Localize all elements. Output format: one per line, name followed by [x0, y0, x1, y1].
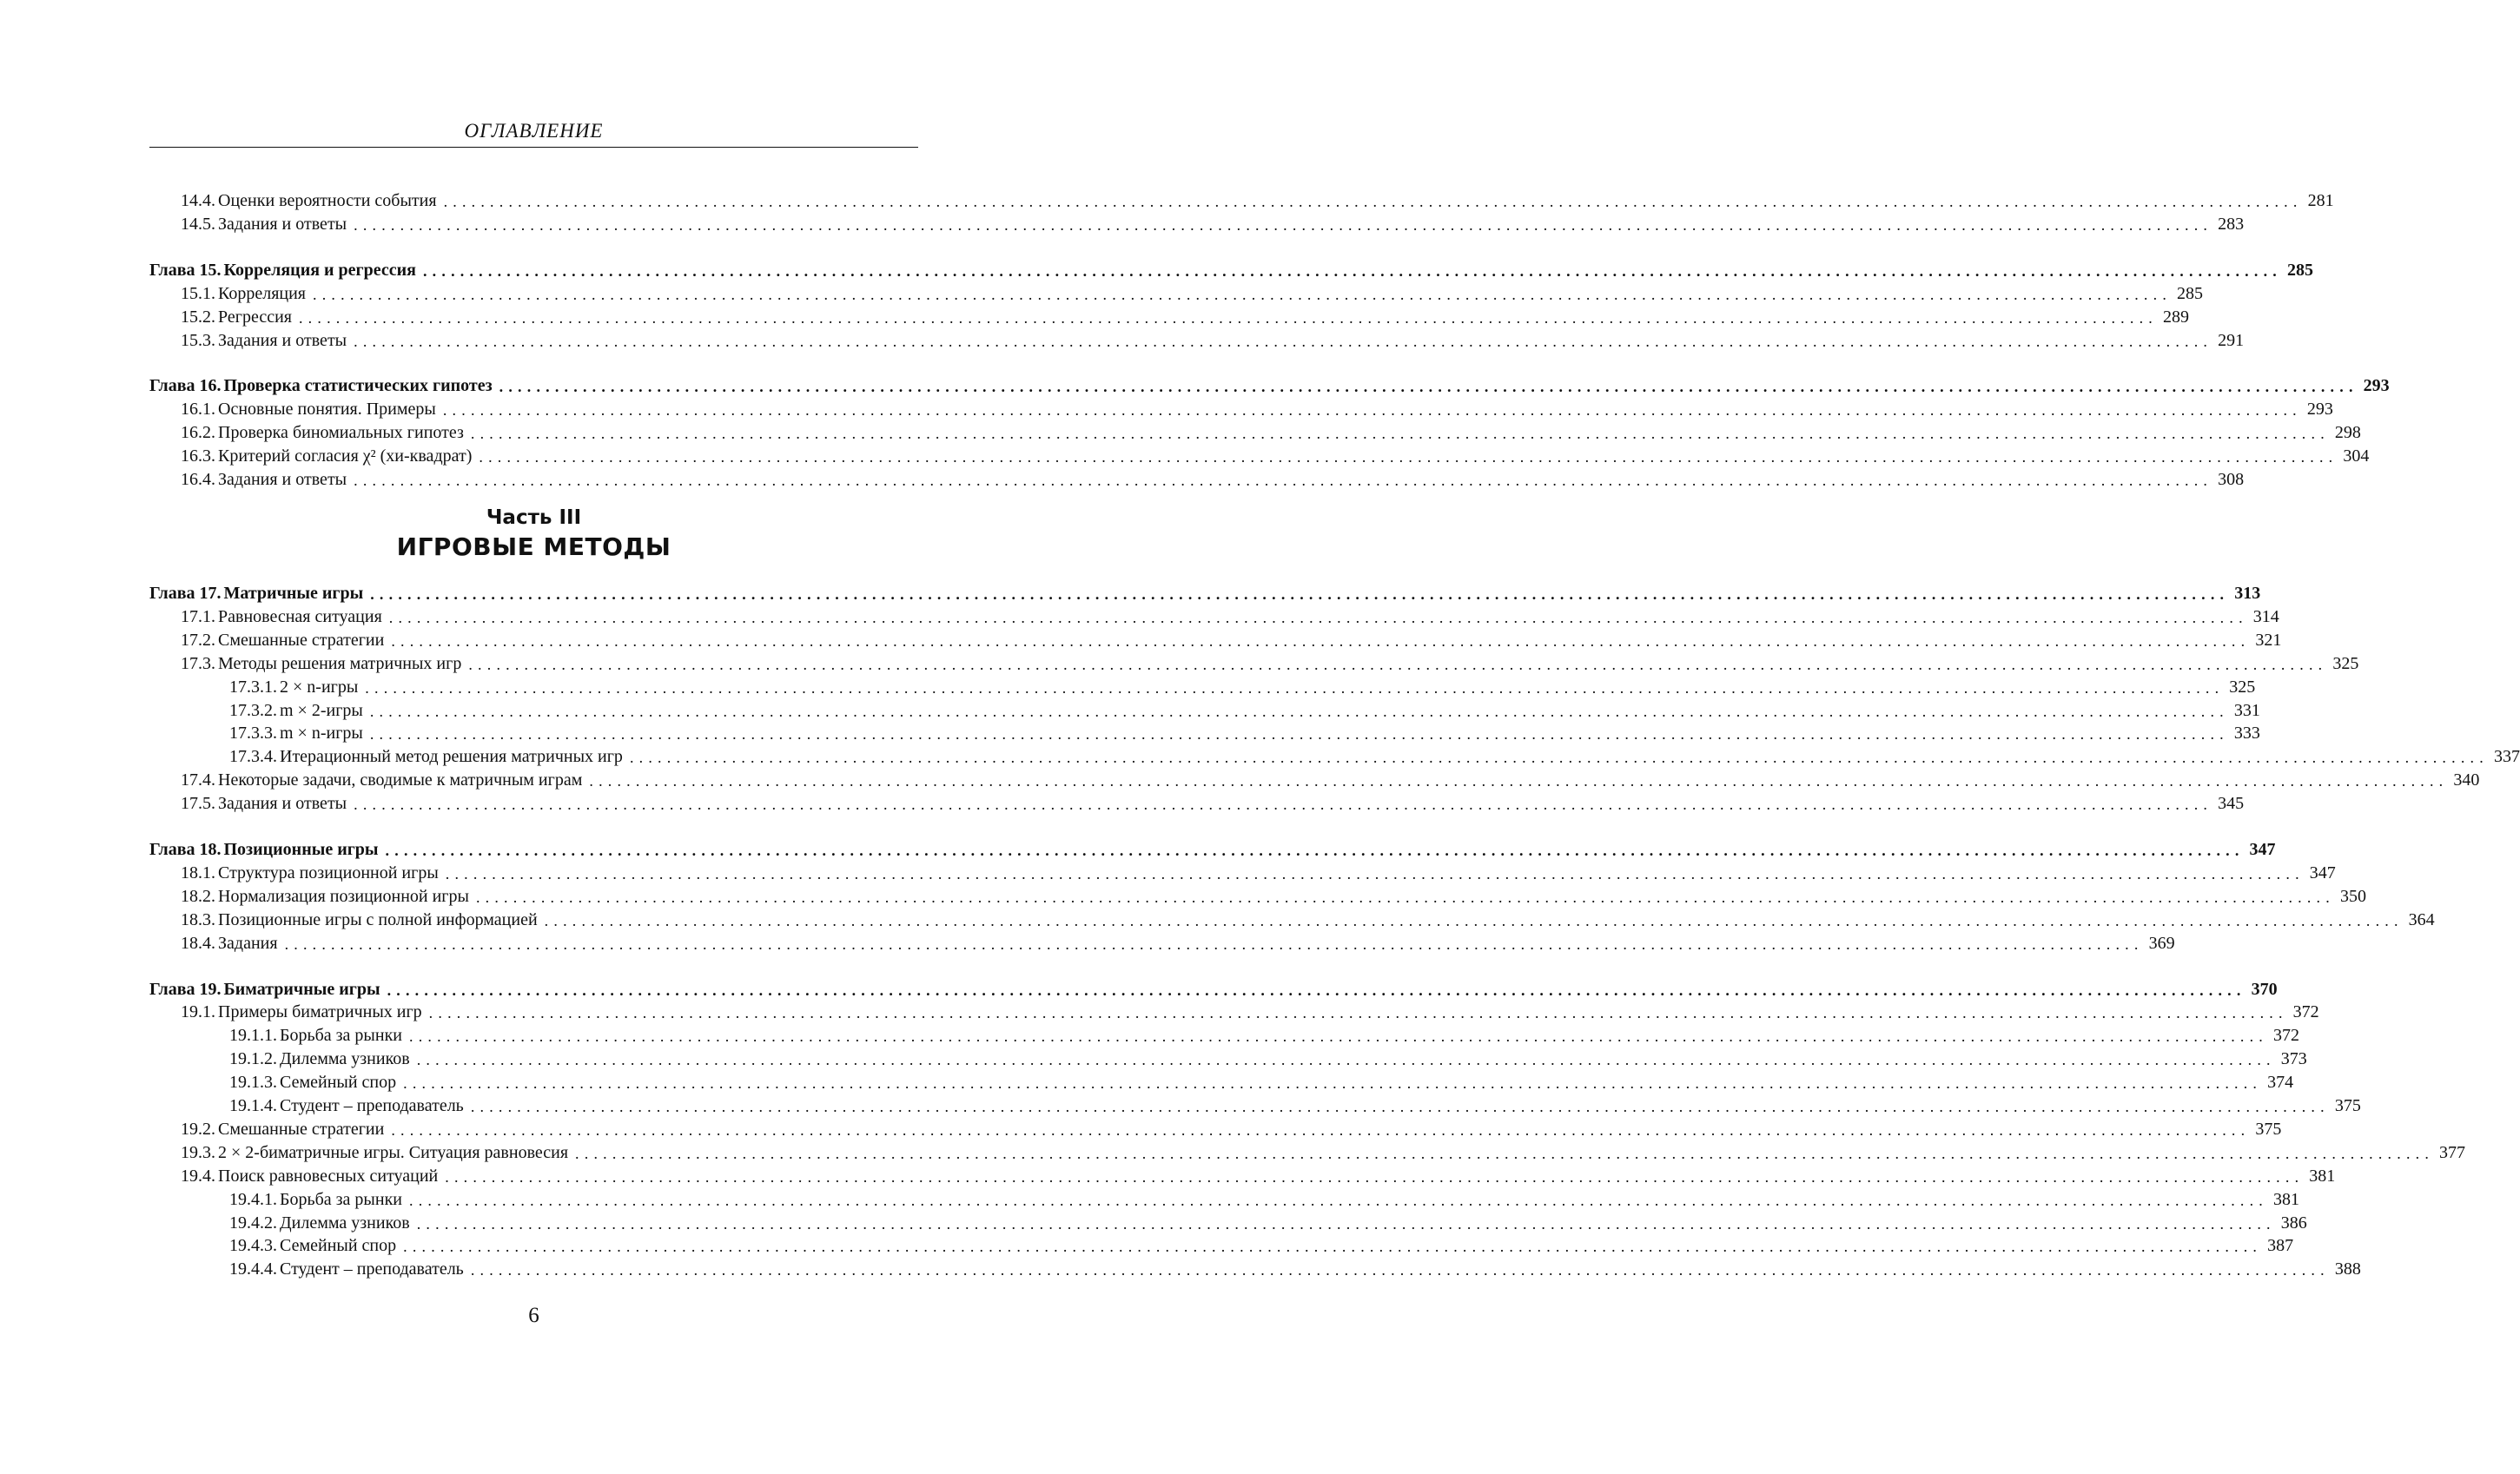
toc-entry-page: 386	[2280, 1213, 2307, 1233]
toc-entry-page: 347	[2309, 863, 2336, 882]
toc-entry-page: 370	[2251, 979, 2278, 999]
dot-leader: ........................................................................................................................................................................................................	[409, 1028, 2268, 1046]
toc-entry	[149, 188, 2334, 211]
toc-entry	[149, 1233, 2294, 1256]
dot-leader: ........................................................................................................................................................................................................	[416, 1214, 2276, 1233]
toc-entry-number: 19.4.3.	[229, 1236, 277, 1256]
toc-entry-number: 19.4.1.	[229, 1189, 277, 1209]
dot-leader: ........................................................................................................................................................................................................	[475, 888, 2335, 906]
toc-chapter-entry	[149, 836, 2276, 860]
toc-entry-number: 19.1.1.	[229, 1026, 277, 1046]
toc-entry-number: 14.5.	[181, 214, 215, 234]
toc-entry-number: 17.5.	[181, 794, 215, 814]
toc-entry-page: 350	[2339, 886, 2366, 906]
toc-entry-title: Равновесная ситуация	[218, 606, 382, 626]
toc-entry-number: 15.3.	[181, 330, 215, 350]
dot-leader: ........................................................................................................................................................................................................	[284, 935, 2144, 953]
toc-entry-title: Матричные игры	[223, 584, 364, 603]
toc-entry-page: 283	[2218, 214, 2245, 234]
dot-leader: ........................................................................................................................................................................................................	[416, 1051, 2276, 1069]
toc-entry-page: 369	[2148, 933, 2175, 953]
dot-leader: ........................................................................................................................................................................................................	[298, 308, 2158, 327]
toc-chapter-entry	[149, 257, 2313, 281]
toc-entry	[149, 930, 2175, 954]
toc-entry-number: 18.2.	[181, 886, 215, 906]
dot-leader: ........................................................................................................................................................................................................	[369, 702, 2229, 720]
toc-entry-title: Проверка биномиальных гипотез	[218, 423, 464, 443]
toc-entry-number: 16.2.	[181, 423, 215, 443]
toc-chapter-entry	[149, 580, 2261, 604]
toc-entry-title: Корреляция	[218, 283, 307, 303]
toc-entry	[149, 443, 2370, 466]
toc-chapter-entry	[149, 976, 2278, 1000]
toc-entry	[149, 420, 2361, 443]
dot-leader: ........................................................................................................................................................................................................	[354, 332, 2213, 350]
toc-entry-number: Глава 17.	[149, 584, 222, 603]
dot-leader: ........................................................................................................................................................................................................	[470, 1098, 2330, 1115]
toc-entry-page: 293	[2306, 400, 2333, 420]
toc-entry-page: 374	[2267, 1073, 2294, 1093]
toc-entry-page: 364	[2408, 909, 2435, 929]
toc-entry-title: Задания	[218, 933, 278, 953]
toc-entry	[149, 1186, 2299, 1210]
toc-entry-number: 15.2.	[181, 307, 215, 327]
dot-leader: ........................................................................................................................................................................................................	[391, 1120, 2251, 1139]
toc-entry-number: 15.1.	[181, 283, 215, 303]
toc-entry-page: 313	[2234, 584, 2261, 603]
toc-entry-number: 17.3.2.	[229, 700, 277, 720]
toc-entry-title: Борьба за рынки	[280, 1026, 402, 1046]
toc-entry-title: Методы решения матричных игр	[218, 653, 462, 673]
toc-entry-title: Семейный спор	[280, 1073, 397, 1093]
toc-entry-number: 18.3.	[181, 909, 215, 929]
toc-chapter-entry	[149, 373, 2390, 396]
toc-entry-page: 381	[2309, 1166, 2336, 1186]
dot-leader: ........................................................................................................................................................................................................	[629, 749, 2489, 767]
toc-entry-page: 347	[2249, 840, 2276, 859]
dot-leader: ........................................................................................................................................................................................................	[370, 585, 2230, 603]
toc-entry-page: 340	[2453, 770, 2480, 790]
toc-entry	[149, 1069, 2294, 1093]
toc-entry	[149, 651, 2359, 674]
dot-leader: ........................................................................................................................................................................................................	[365, 678, 2225, 697]
toc-entry-number: 19.1.3.	[229, 1073, 277, 1093]
dot-leader: ........................................................................................................................................................................................................	[499, 378, 2358, 396]
toc-entry-page: 281	[2307, 191, 2334, 210]
toc-entry-title: Некоторые задачи, сводимые к матричным играм	[218, 770, 583, 790]
toc-entry	[149, 1140, 2466, 1163]
toc-entry-number: 18.1.	[181, 863, 215, 882]
toc-entry-title: Критерий согласия χ² (хи-квадрат)	[218, 446, 473, 466]
toc-entry-number: 18.4.	[181, 933, 215, 953]
toc-entry-title: Структура позиционной игры	[218, 863, 439, 882]
toc-entry-title: 2 × n-игры	[280, 677, 359, 697]
dot-leader: ........................................................................................................................................................................................................	[388, 608, 2248, 626]
toc-entry	[149, 860, 2336, 883]
toc-entry-page: 345	[2218, 794, 2245, 814]
toc-entry-title: 2 × 2-биматричные игры. Ситуация равновесия	[218, 1142, 569, 1162]
dot-leader: ........................................................................................................................................................................................................	[403, 1074, 2263, 1093]
toc-entry	[149, 907, 2435, 930]
toc-entry-title: Позиционные игры с полной информацией	[218, 909, 538, 929]
toc-entry	[149, 790, 2245, 814]
toc-entry	[149, 744, 2520, 767]
toc-entry-number: 16.3.	[181, 446, 215, 466]
toc-entry-title: Биматричные игры	[223, 979, 380, 999]
toc-entry	[149, 720, 2260, 744]
dot-leader: ........................................................................................................................................................................................................	[422, 261, 2282, 280]
toc-entry-number: Глава 16.	[149, 376, 222, 396]
toc-entry-number: 17.1.	[181, 606, 215, 626]
toc-entry-number: Глава 15.	[149, 260, 222, 280]
toc-entry	[149, 1116, 2282, 1140]
toc-entry-page: 375	[2334, 1096, 2361, 1115]
dot-leader: ........................................................................................................................................................................................................	[387, 981, 2246, 999]
toc-entry-title: Проверка статистических гипотез	[223, 376, 493, 396]
toc-entry-number: 19.4.	[181, 1166, 215, 1186]
toc-entry-title: Семейный спор	[280, 1236, 397, 1256]
dot-leader: ........................................................................................................................................................................................................	[428, 1004, 2288, 1022]
dot-leader: ........................................................................................................................................................................................................	[442, 401, 2302, 420]
toc-entry-number: 19.1.2.	[229, 1049, 277, 1069]
toc-entry-number: 19.4.4.	[229, 1259, 277, 1279]
part-label: Часть III	[486, 506, 582, 529]
toc-entry-title: Дилемма узников	[280, 1049, 410, 1069]
dot-leader: ........................................................................................................................................................................................................	[445, 1167, 2305, 1186]
toc-entry-page: 291	[2218, 330, 2245, 350]
toc-entry-title: m × n-игры	[280, 724, 363, 744]
toc-entry-number: 17.4.	[181, 770, 215, 790]
toc-entry	[149, 883, 2366, 907]
toc-entry-number: 19.1.4.	[229, 1096, 277, 1115]
dot-leader: ........................................................................................................................................................................................................	[544, 911, 2404, 929]
dot-leader: ........................................................................................................................................................................................................	[445, 864, 2305, 882]
dot-leader: ........................................................................................................................................................................................................	[479, 448, 2338, 466]
toc-entry-title: Студент – преподаватель	[280, 1096, 464, 1115]
toc-entry-title: Корреляция и регрессия	[223, 260, 416, 280]
toc-entry-number: 17.3.4.	[229, 747, 277, 767]
toc-entry-title: Задания и ответы	[218, 330, 347, 350]
toc-entry-title: Регрессия	[218, 307, 292, 327]
toc-entry-title: m × 2-игры	[280, 700, 363, 720]
toc-entry-title: Смешанные стратегии	[218, 1119, 385, 1139]
toc-entry-page: 373	[2280, 1049, 2307, 1069]
toc-entry-title: Поиск равновесных ситуаций	[218, 1166, 439, 1186]
toc-entry-number: Глава 19.	[149, 979, 222, 999]
toc-entry-page: 304	[2343, 446, 2370, 466]
toc-entry-page: 325	[2332, 653, 2359, 673]
toc-entry	[149, 674, 2256, 697]
toc-entry	[149, 466, 2245, 490]
toc-entry-page: 381	[2273, 1189, 2299, 1209]
dot-leader: ........................................................................................................................................................................................................	[354, 796, 2213, 814]
toc-entry-page: 387	[2267, 1236, 2294, 1256]
toc-entry-number: 19.1.	[181, 1002, 215, 1022]
toc-entry	[149, 1163, 2336, 1186]
toc-entry	[149, 627, 2282, 651]
toc-entry-page: 333	[2233, 724, 2260, 744]
toc-entry-number: 16.1.	[181, 400, 215, 420]
toc-entry-number: 17.2.	[181, 630, 215, 650]
running-header: ОГЛАВЛЕНИЕ	[464, 120, 604, 142]
dot-leader: ........................................................................................................................................................................................................	[468, 655, 2328, 673]
toc-entry-page: 377	[2439, 1142, 2466, 1162]
toc-entry-page: 308	[2218, 470, 2245, 489]
toc-entry-title: Задания и ответы	[218, 214, 347, 234]
toc-entry-number: Глава 18.	[149, 840, 222, 859]
toc-entry	[149, 697, 2260, 721]
page-number: 6	[528, 1304, 539, 1327]
toc-entry-page: 289	[2162, 307, 2189, 327]
toc-entry-title: Позиционные игры	[223, 840, 379, 859]
dot-leader: ........................................................................................................................................................................................................	[313, 285, 2173, 303]
toc-entry-title: Итерационный метод решения матричных игр	[280, 747, 623, 767]
toc-entry-title: Студент – преподаватель	[280, 1259, 464, 1279]
toc-entry	[149, 1093, 2361, 1116]
dot-leader: ........................................................................................................................................................................................................	[385, 842, 2245, 859]
toc-entry-page: 321	[2255, 630, 2282, 650]
dot-leader: ........................................................................................................................................................................................................	[369, 725, 2229, 744]
toc-entry-title: Основные понятия. Примеры	[218, 400, 436, 420]
toc-entry	[149, 604, 2279, 627]
toc-entry	[149, 1256, 2361, 1279]
toc-entry-title: Задания и ответы	[218, 794, 347, 814]
toc-entry-number: 17.3.3.	[229, 724, 277, 744]
toc-entry	[149, 327, 2245, 351]
dot-leader: ........................................................................................................................................................................................................	[589, 772, 2449, 790]
dot-leader: ........................................................................................................................................................................................................	[470, 1261, 2330, 1279]
toc-entry-page: 285	[2177, 283, 2204, 303]
toc-entry	[149, 304, 2189, 327]
toc-entry	[149, 1046, 2307, 1069]
toc-entry	[149, 396, 2333, 420]
toc-entry-number: 17.3.	[181, 653, 215, 673]
dot-leader: ........................................................................................................................................................................................................	[391, 631, 2251, 650]
toc-entry-title: Смешанные стратегии	[218, 630, 385, 650]
toc-entry-number: 17.3.1.	[229, 677, 277, 697]
toc-entry	[149, 1210, 2307, 1233]
toc-entry-page: 331	[2233, 700, 2260, 720]
toc-entry-page: 372	[2292, 1002, 2319, 1022]
table-of-contents	[149, 0, 2520, 1474]
dot-leader: ........................................................................................................................................................................................................	[409, 1191, 2268, 1209]
dot-leader: ........................................................................................................................................................................................................	[354, 472, 2213, 489]
dot-leader: ........................................................................................................................................................................................................	[403, 1238, 2263, 1256]
toc-entry-title: Задания и ответы	[218, 470, 347, 489]
toc-entry-page: 298	[2334, 423, 2361, 443]
dot-leader: ........................................................................................................................................................................................................	[575, 1144, 2435, 1162]
toc-entry-page: 325	[2229, 677, 2256, 697]
toc-entry-title: Оценки вероятности события	[218, 191, 437, 210]
toc-entry	[149, 999, 2319, 1022]
toc-entry-page: 372	[2273, 1026, 2299, 1046]
toc-entry-page: 285	[2286, 260, 2313, 280]
toc-entry	[149, 767, 2480, 790]
toc-entry-number: 16.4.	[181, 470, 215, 489]
toc-entry-page: 293	[2363, 376, 2390, 396]
toc-entry-number: 19.2.	[181, 1119, 215, 1139]
dot-leader: ........................................................................................................................................................................................................	[354, 215, 2213, 234]
dot-leader: ........................................................................................................................................................................................................	[443, 193, 2303, 210]
toc-entry-title: Нормализация позиционной игры	[218, 886, 469, 906]
toc-entry-page: 314	[2252, 606, 2279, 626]
toc-entry-number: 19.3.	[181, 1142, 215, 1162]
toc-entry-page: 388	[2334, 1259, 2361, 1279]
toc-entry-number: 14.4.	[181, 191, 215, 210]
toc-entry	[149, 211, 2245, 235]
toc-entry-title: Борьба за рынки	[280, 1189, 402, 1209]
toc-entry-page: 375	[2255, 1119, 2282, 1139]
toc-entry	[149, 281, 2204, 304]
part-title: ИГРОВЫЕ МЕТОДЫ	[396, 532, 671, 561]
toc-entry	[149, 1022, 2299, 1046]
toc-entry-title: Примеры биматричных игр	[218, 1002, 422, 1022]
toc-entry-page: 337	[2493, 747, 2520, 767]
toc-entry-title: Дилемма узников	[280, 1213, 410, 1233]
dot-leader: ........................................................................................................................................................................................................	[470, 425, 2330, 443]
toc-entry-number: 19.4.2.	[229, 1213, 277, 1233]
